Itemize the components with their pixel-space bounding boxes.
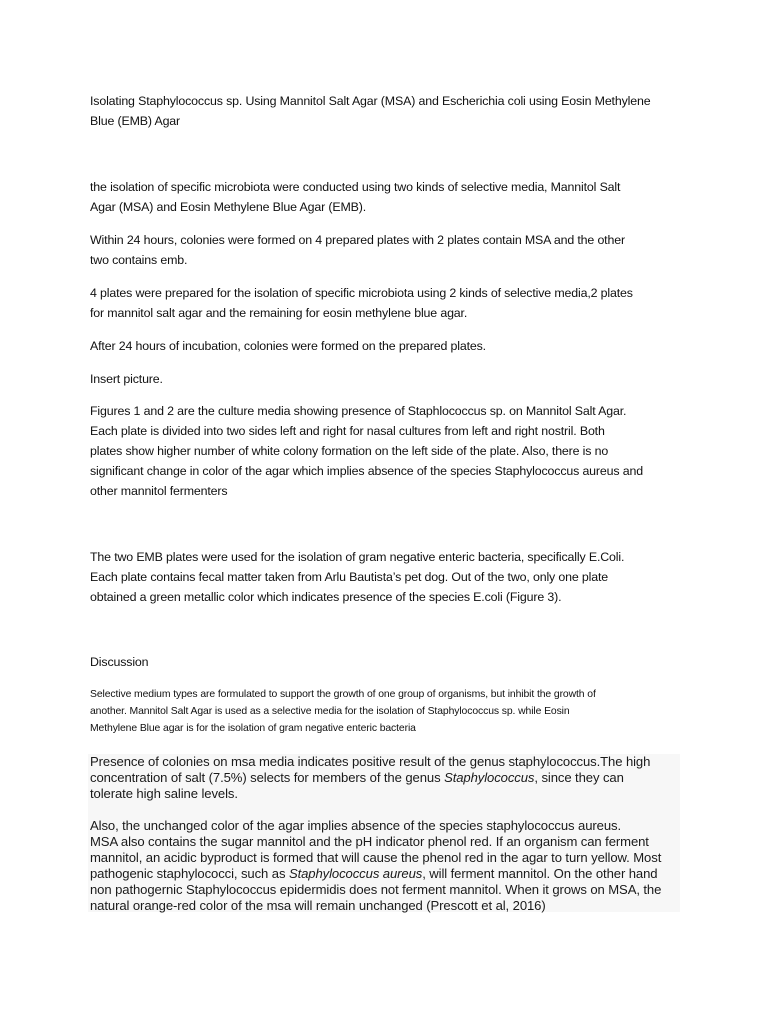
paragraph-line: two contains emb.	[90, 253, 188, 267]
paragraph-line: Within 24 hours, colonies were formed on 4 prepared plates with 2 plates contain MSA and the other	[90, 233, 625, 247]
box-text: pathogenic staphylococci, such as	[90, 866, 289, 881]
paragraph-line: Agar (MSA) and Eosin Methylene Blue Agar (EMB).	[90, 200, 366, 214]
paragraph-plates	[90, 283, 690, 323]
paragraph-line: another. Mannitol Salt Agar is used as a selective media for the isolation of Staphylococcus sp. while Eosin	[90, 706, 570, 717]
paragraph-line: Each plate contains fecal matter taken from Arlu Bautista’s pet dog. Out of the two, only one plate	[90, 570, 609, 584]
box-text: , will ferment mannitol. On the other hand	[422, 866, 658, 881]
paragraph-line: Insert picture.	[90, 372, 163, 386]
box-line: Presence of colonies on msa media indicates positive result of the genus staphylococcus.The high	[90, 754, 651, 769]
paragraph-line: Methylene Blue agar is for the isolation of gram negative enteric bacteria	[90, 723, 416, 734]
paragraph-gap	[90, 802, 680, 818]
paragraph-line: other mannitol fermenters	[90, 484, 228, 498]
paragraph-incubation	[90, 336, 690, 356]
discussion-heading	[90, 652, 690, 672]
box-line: non pathogernic Staphylococcus epidermidis does not ferment mannitol. When it grows on MSA, the	[90, 882, 662, 897]
italic-genus: Staphylococcus	[444, 770, 535, 785]
box-line	[90, 770, 680, 786]
paragraph-line: plates show higher number of white colony formation on the left side of the plate. Also, there is no	[90, 444, 609, 458]
paragraph-selective-medium	[90, 686, 690, 737]
title-line-1: Isolating Staphylococcus sp. Using Mannitol Salt Agar (MSA) and Escherichia coli using Eosin Methylene	[90, 94, 651, 108]
paragraph-line: Selective medium types are formulated to support the growth of one group of organisms, but inhibit the growth of	[90, 689, 596, 700]
paragraph-line: significant change in color of the agar which implies absence of the species Staphylococcus aureus and	[90, 464, 643, 478]
document-title	[90, 91, 690, 131]
box-text: , since they can	[534, 770, 624, 785]
paragraph-line: After 24 hours of incubation, colonies were formed on the prepared plates.	[90, 339, 486, 353]
paragraph-line: obtained a green metallic color which indicates presence of the species E.coli (Figure 3).	[90, 590, 562, 604]
box-text: concentration of salt (7.5%) selects for members of the genus	[90, 770, 445, 785]
paragraph-line: The two EMB plates were used for the isolation of gram negative enteric bacteria, specifically E.Coli.	[90, 550, 625, 564]
box-line: MSA also contains the sugar mannitol and the pH indicator phenol red. If an organism can ferment	[90, 834, 649, 849]
paragraph-line: Figures 1 and 2 are the culture media showing presence of Staphlococcus sp. on Mannitol Salt Agar.	[90, 404, 627, 418]
box-line	[90, 866, 680, 882]
paragraph-emb-plates	[90, 547, 690, 607]
box-line: Also, the unchanged color of the agar implies absence of the species staphylococcus aureus.	[90, 818, 621, 833]
italic-species: Staphylococcus aureus	[288, 866, 423, 881]
paragraph-intro	[90, 177, 690, 217]
paragraph-line: the isolation of specific microbiota were conducted using two kinds of selective media, Mannitol Salt	[90, 180, 621, 194]
box-line: tolerate high saline levels.	[90, 786, 238, 801]
paragraph-figures-msa	[90, 401, 690, 501]
quoted-text-box	[88, 754, 680, 912]
paragraph-line: Each plate is divided into two sides left and right for nasal cultures from left and right nostril. Both	[90, 424, 605, 438]
discussion-heading-text: Discussion	[90, 655, 149, 669]
paragraph-line: 4 plates were prepared for the isolation of specific microbiota using 2 kinds of selective media,2 plates	[90, 286, 633, 300]
box-line: natural orange-red color of the msa will remain unchanged (Prescott et al, 2016)	[90, 898, 546, 913]
paragraph-line: for mannitol salt agar and the remaining for eosin methylene blue agar.	[90, 306, 468, 320]
title-line-2: Blue (EMB) Agar	[90, 114, 181, 128]
paragraph-insert-picture	[90, 369, 690, 389]
box-line: mannitol, an acidic byproduct is formed that will cause the phenol red in the agar to turn yellow. Most	[90, 850, 662, 865]
paragraph-colonies	[90, 230, 690, 270]
